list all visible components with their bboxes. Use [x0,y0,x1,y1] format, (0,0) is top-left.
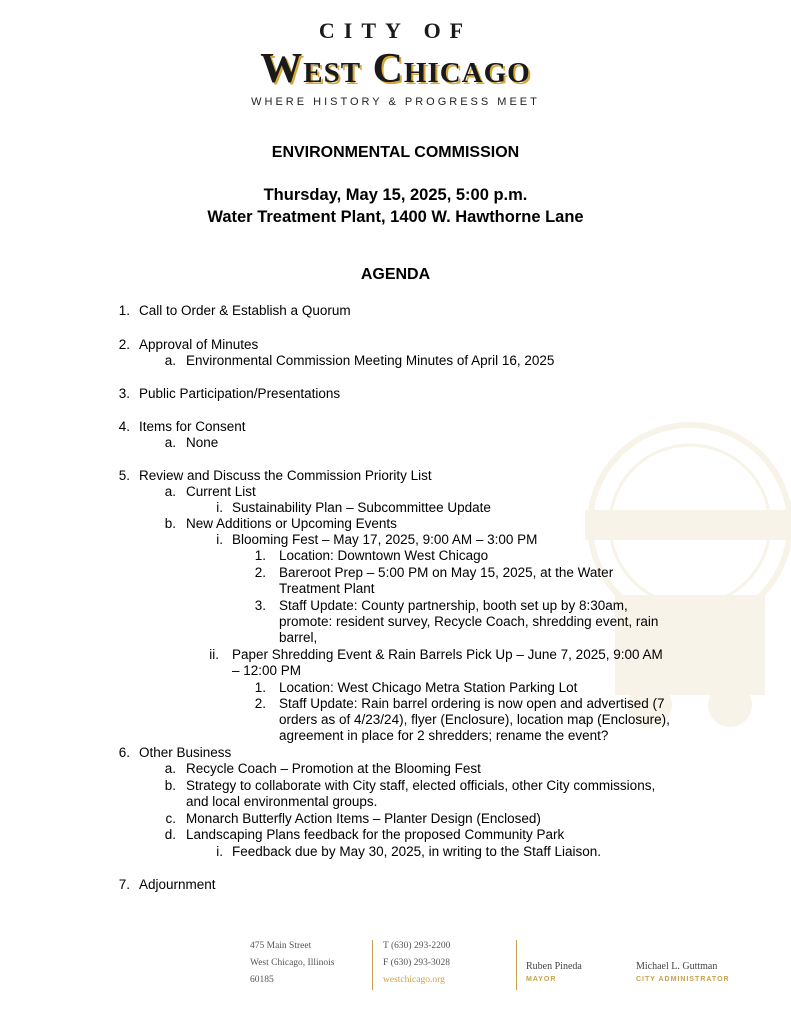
item-sub-number: 2. [254,565,266,580]
item-letter: a. [164,435,176,450]
address-zip: 60185 [250,975,274,985]
item-roman: i. [216,500,223,515]
agenda-item-5bi: Blooming Fest – May 17, 2025, 9:00 AM – 3:00 PM [232,532,538,547]
agenda-item-1: Call to Order & Establish a Quorum [139,303,351,318]
agenda-item-6d: Landscaping Plans feedback for the proposed Community Park [186,827,565,842]
item-sub-number: 1. [254,680,266,695]
agenda-item-5bii-1: Location: West Chicago Metra Station Parking Lot [279,680,578,695]
website-link[interactable]: westchicago.org [383,975,445,985]
item-sub-number: 1. [254,548,266,563]
mayor-name: Ruben Pineda [526,961,582,972]
meeting-location: Water Treatment Plant, 1400 W. Hawthorne Lane [207,208,584,226]
item-sub-number: 2. [254,696,266,711]
item-number: 1. [118,303,130,318]
agenda-item-5bi-3-line1: Staff Update: County partnership, booth set up by 8:30am, [279,598,628,613]
item-letter: b. [164,516,176,531]
fax-number: F (630) 293-3028 [383,958,451,968]
agenda-item-5bi-2-line2: Treatment Plant [279,581,375,596]
agenda-item-5bii-line1: Paper Shredding Event & Rain Barrels Pick Up – June 7, 2025, 9:00 AM [232,647,663,662]
logo-tagline: WHERE HISTORY & PROGRESS MEET [251,96,540,108]
item-letter: c. [165,811,176,826]
agenda-title: AGENDA [360,266,431,283]
agenda-item-5b: New Additions or Upcoming Events [186,516,397,531]
footer-divider [516,940,517,990]
mayor-title: MAYOR [526,976,557,983]
agenda-item-5bii-2-line1: Staff Update: Rain barrel ordering is now open and advertised (7 [279,696,665,711]
city-logo [0,18,791,108]
item-number: 7. [118,877,130,892]
agenda-item-5bi-2-line1: Bareroot Prep – 5:00 PM on May 15, 2025, at the Water [279,565,614,580]
phone-number: T (630) 293-2200 [383,941,451,951]
agenda-item-5bii-2-line2: orders as of 4/23/24), flyer (Enclosure), location map (Enclosure), [279,712,670,727]
item-letter: b. [164,778,176,793]
administrator-name: Michael L. Guttman [636,961,718,972]
agenda-item-5bii-2-line3: agreement in place for 2 shredders; rename the event? [279,728,609,743]
item-number: 4. [118,419,130,434]
footer-address [250,938,334,989]
item-roman: i. [216,532,223,547]
agenda-item-5bi-1: Location: Downtown West Chicago [279,548,489,563]
agenda-item-2a: Environmental Commission Meeting Minutes of April 16, 2025 [186,353,555,368]
item-roman: ii. [209,647,219,662]
footer-contact [383,938,450,989]
agenda-item-6: Other Business [139,745,232,760]
item-number: 6. [118,745,130,760]
logo-city-of: CITY OF [318,18,473,43]
agenda-item-5ai: Sustainability Plan – Subcommittee Update [232,500,491,515]
agenda-item-5bi-3-line2: promote: resident survey, Recycle Coach, shredding event, rain [279,614,659,629]
agenda-item-5a: Current List [186,484,256,499]
agenda-item-3: Public Participation/Presentations [139,386,341,401]
item-letter: d. [164,827,176,842]
footer-divider [372,940,373,990]
item-letter: a. [164,761,176,776]
administrator-title: CITY ADMINISTRATOR [636,976,730,983]
agenda-item-7: Adjournment [139,877,216,892]
footer-mayor [526,958,582,985]
item-number: 2. [118,337,130,352]
meeting-date-time: Thursday, May 15, 2025, 5:00 p.m. [263,186,528,204]
logo-west-chicago: West Chicago [260,46,531,92]
item-roman: i. [216,844,223,859]
agenda-item-5: Review and Discuss the Commission Priority List [139,468,432,483]
agenda-item-4: Items for Consent [139,419,246,434]
agenda-item-6b-line1: Strategy to collaborate with City staff, elected officials, other City commissions, [186,778,656,793]
item-sub-number: 3. [254,598,266,613]
item-letter: a. [164,484,176,499]
agenda-item-6b-line2: and local environmental groups. [186,794,378,809]
agenda-item-4a: None [186,435,219,450]
agenda-item-5bi-3-line3: barrel, [279,630,318,645]
item-number: 3. [118,386,130,401]
item-number: 5. [118,468,130,483]
agenda-item-6di: Feedback due by May 30, 2025, in writing to the Staff Liaison. [232,844,601,859]
item-letter: a. [164,353,176,368]
agenda-item-6c: Monarch Butterfly Action Items – Planter Design (Enclosed) [186,811,541,826]
address-street: 475 Main Street [250,941,312,951]
address-city: West Chicago, Illinois [250,958,335,968]
agenda-item-2: Approval of Minutes [139,337,259,352]
agenda-item-6a: Recycle Coach – Promotion at the Blooming Fest [186,761,481,776]
commission-title: ENVIRONMENTAL COMMISSION [271,144,520,161]
agenda-item-5bii-line2: – 12:00 PM [232,663,302,678]
footer-administrator [636,958,730,985]
letterhead-footer [0,938,791,998]
